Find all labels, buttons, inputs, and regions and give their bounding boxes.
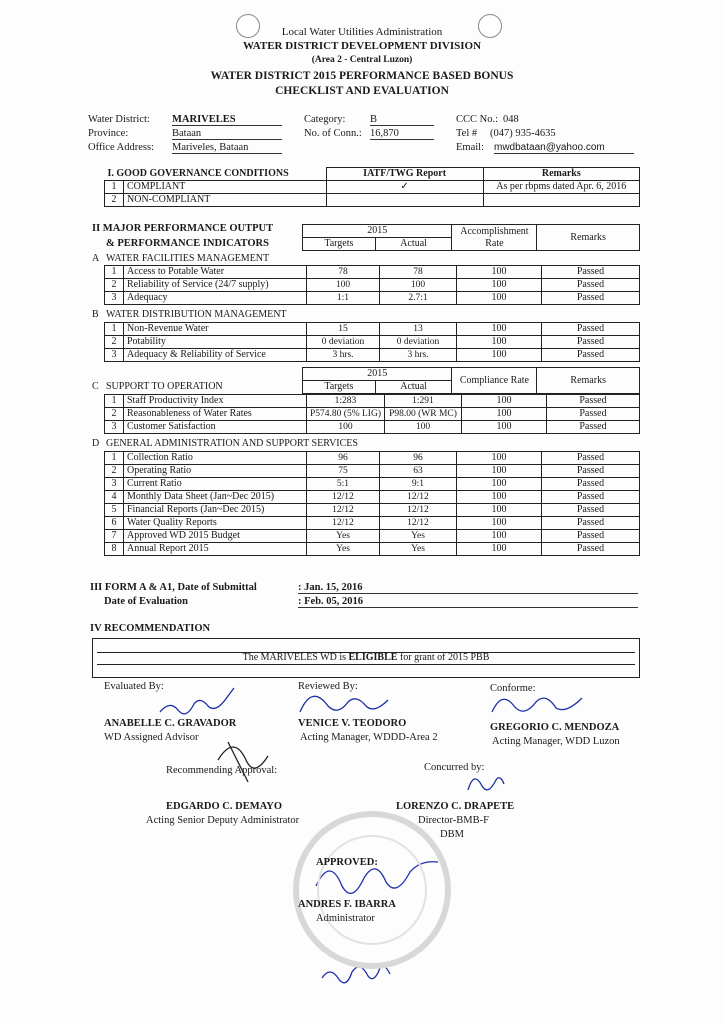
remarks-cell: Passed — [542, 452, 640, 465]
targets-header: Targets — [303, 238, 376, 251]
subsection-b-letter: B — [92, 309, 99, 320]
indicator-label: Approved WD 2015 Budget — [124, 530, 307, 543]
concurrer-org: DBM — [440, 829, 464, 840]
actual-header: Actual — [375, 238, 452, 251]
row-number: 6 — [105, 517, 124, 530]
section1-title: I. GOOD GOVERNANCE CONDITIONS — [105, 168, 327, 181]
actual-cell: 100 — [384, 421, 461, 434]
target-cell: 3 hrs. — [307, 349, 380, 362]
row-number: 1 — [105, 323, 124, 336]
row-number: 1 — [105, 181, 124, 194]
indicator-label: Potability — [124, 336, 307, 349]
target-cell: Yes — [307, 543, 380, 556]
rate-cell: 100 — [461, 421, 546, 434]
indicator-label: Monthly Data Sheet (Jan~Dec 2015) — [124, 491, 307, 504]
dry-seal-inner — [318, 836, 426, 944]
row-number: 2 — [105, 279, 124, 292]
reviewed-by-label: Reviewed By: — [298, 681, 358, 692]
rate-cell: 100 — [461, 408, 546, 421]
target-cell: P574.80 (5% LIG) — [307, 408, 385, 421]
recommender-name: EDGARDO C. DEMAYO — [166, 801, 282, 812]
document-title: WATER DISTRICT 2015 PERFORMANCE BASED BONUS — [210, 70, 514, 82]
section2-title: II MAJOR PERFORMANCE OUTPUT — [92, 223, 274, 234]
evaluation-date: : Feb. 05, 2016 — [298, 596, 638, 608]
conforme-title: Acting Manager, WDD Luzon — [492, 736, 620, 747]
subsection-d-letter: D — [92, 438, 100, 449]
indicator-label: Annual Report 2015 — [124, 543, 307, 556]
row-number: 3 — [105, 292, 124, 305]
conforme-label: Conforme: — [490, 683, 536, 694]
signature-gravador — [160, 688, 234, 714]
remarks-cell: Passed — [542, 543, 640, 556]
row-number: 2 — [105, 194, 124, 207]
section4-title: IV RECOMMENDATION — [90, 623, 211, 634]
indicator-label: Adequacy & Reliability of Service — [124, 349, 307, 362]
check-icon: ✓ — [326, 181, 483, 194]
section3-sub: Date of Evaluation — [104, 596, 188, 607]
rate-cell: 100 — [457, 323, 542, 336]
header-area: (Area 2 - Central Luzon) — [311, 55, 413, 65]
indicator-label: Staff Productivity Index — [124, 395, 307, 408]
email-value: mwdbataan@yahoo.com — [494, 142, 634, 154]
rate-cell: 100 — [461, 395, 546, 408]
rate-cell: 100 — [457, 504, 542, 517]
rate-cell: 100 — [457, 279, 542, 292]
eligible-flag: ELIGIBLE — [348, 652, 398, 663]
actual-cell: 96 — [380, 452, 457, 465]
subsection-a-title: WATER FACILITIES MANAGEMENT — [106, 253, 270, 264]
target-cell: Yes — [307, 530, 380, 543]
actual-cell: P98.00 (WR MC) — [384, 408, 461, 421]
row-number: 2 — [105, 465, 124, 478]
row-number: 3 — [105, 421, 124, 434]
remarks-cell: Passed — [542, 349, 640, 362]
rate-cell: 100 — [457, 292, 542, 305]
rec-post: for grant of 2015 PBB — [399, 652, 490, 663]
actual-cell: 0 deviation — [380, 336, 457, 349]
signature-demayo — [218, 742, 268, 782]
actual-cell: 13 — [380, 323, 457, 336]
indicator-label: Access to Potable Water — [124, 266, 307, 279]
ccc-value: 048 — [503, 114, 519, 125]
rate-label: Rate — [485, 237, 504, 249]
rate-cell: 100 — [457, 530, 542, 543]
actual-cell: 78 — [380, 266, 457, 279]
year-header: 2015 — [303, 225, 452, 238]
actual-cell: 100 — [380, 279, 457, 292]
document-subtitle: CHECKLIST AND EVALUATION — [275, 85, 449, 97]
office-value: Mariveles, Bataan — [172, 142, 282, 154]
actual-cell: 3 hrs. — [380, 349, 457, 362]
ccc-label: CCC No.: — [456, 114, 499, 125]
target-cell: 0 deviation — [307, 336, 380, 349]
signature-drapete — [468, 778, 504, 790]
row-number: 5 — [105, 504, 124, 517]
row-number: 1 — [105, 395, 124, 408]
indicator-label: Non-Revenue Water — [124, 323, 307, 336]
subsection-c-letter: C — [92, 381, 99, 392]
section3-title: III FORM A & A1, Date of Submittal — [90, 582, 257, 593]
subsection-c-title: SUPPORT TO OPERATION — [106, 381, 223, 392]
compliant-label: COMPLIANT — [124, 181, 327, 194]
remarks-cell: Passed — [542, 323, 640, 336]
recommending-label: Recommending Approval: — [166, 765, 278, 776]
remarks-cell: Passed — [546, 395, 639, 408]
actual-cell: 9:1 — [380, 478, 457, 491]
subsection-b-title: WATER DISTRIBUTION MANAGEMENT — [106, 309, 287, 320]
signature-mendoza — [492, 698, 582, 712]
rec-pre: The MARIVELES WD is — [242, 652, 347, 663]
water-district-label: Water District: — [88, 114, 150, 125]
rate-cell: 100 — [457, 491, 542, 504]
row-number: 2 — [105, 336, 124, 349]
approver-name: ANDRES F. IBARRA — [298, 899, 396, 910]
row-number: 2 — [105, 408, 124, 421]
office-label: Office Address: — [88, 142, 154, 153]
rate-cell: 100 — [457, 478, 542, 491]
rate-cell: 100 — [457, 266, 542, 279]
header-agency: Local Water Utilities Administration — [281, 26, 443, 38]
reviewer-title: Acting Manager, WDDD-Area 2 — [300, 732, 438, 743]
rate-cell: 100 — [457, 349, 542, 362]
section2-subtitle: & PERFORMANCE INDICATORS — [106, 238, 269, 249]
indicator-label: Water Quality Reports — [124, 517, 307, 530]
target-cell: 78 — [307, 266, 380, 279]
approved-label: APPROVED: — [316, 857, 378, 868]
col-iatf-report: IATF/TWG Report — [326, 168, 483, 181]
remarks-cell: As per rbpms dated Apr. 6, 2016 — [483, 181, 639, 194]
subsection-d-title: GENERAL ADMINISTRATION AND SUPPORT SERVICES — [106, 438, 358, 449]
row-number: 4 — [105, 491, 124, 504]
target-cell: 1:1 — [307, 292, 380, 305]
approver-title: Administrator — [316, 913, 375, 924]
reviewer-name: VENICE V. TEODORO — [298, 718, 407, 729]
actual-cell: Yes — [380, 543, 457, 556]
noncompliant-label: NON-COMPLIANT — [124, 194, 327, 207]
row-number: 3 — [105, 349, 124, 362]
rate-cell: 100 — [457, 452, 542, 465]
rate-cell: 100 — [457, 465, 542, 478]
remarks-cell: Passed — [542, 530, 640, 543]
target-cell: 100 — [307, 279, 380, 292]
recommender-title: Acting Senior Deputy Administrator — [146, 815, 300, 826]
actual-cell: 12/12 — [380, 504, 457, 517]
province-label: Province: — [88, 128, 129, 139]
row-number: 7 — [105, 530, 124, 543]
concurrer-title: Director-BMB-F — [418, 815, 489, 826]
indicator-label: Operating Ratio — [124, 465, 307, 478]
remarks-cell: Passed — [542, 504, 640, 517]
remarks-header: Remarks — [537, 368, 640, 394]
category-value: B — [370, 114, 434, 126]
actual-cell: 2.7:1 — [380, 292, 457, 305]
evaluator-name: ANABELLE C. GRAVADOR — [104, 718, 237, 729]
row-number: 3 — [105, 478, 124, 491]
indicator-label: Current Ratio — [124, 478, 307, 491]
indicator-label: Reliability of Service (24/7 supply) — [124, 279, 307, 292]
actual-cell: 12/12 — [380, 491, 457, 504]
remarks-cell: Passed — [542, 517, 640, 530]
conforme-name: GREGORIO C. MENDOZA — [490, 722, 620, 733]
header-division: WATER DISTRICT DEVELOPMENT DIVISION — [242, 40, 482, 52]
actual-header: Actual — [375, 381, 452, 394]
evaluated-by-label: Evaluated By: — [104, 681, 164, 692]
submittal-date: : Jan. 15, 2016 — [298, 582, 638, 594]
indicator-label: Reasonableness of Water Rates — [124, 408, 307, 421]
year-header: 2015 — [303, 368, 452, 381]
target-cell: 12/12 — [307, 491, 380, 504]
targets-header: Targets — [303, 381, 376, 394]
col-remarks: Remarks — [483, 168, 639, 181]
remarks-cell: Passed — [542, 336, 640, 349]
target-cell: 5:1 — [307, 478, 380, 491]
indicator-label: Adequacy — [124, 292, 307, 305]
target-cell: 15 — [307, 323, 380, 336]
remarks-cell: Passed — [542, 292, 640, 305]
target-cell: 1:283 — [307, 395, 385, 408]
target-cell: 75 — [307, 465, 380, 478]
actual-cell: 1:291 — [384, 395, 461, 408]
remarks-cell: Passed — [542, 478, 640, 491]
water-district-value: MARIVELES — [172, 114, 282, 126]
connections-value: 16,870 — [370, 128, 434, 140]
actual-cell: 12/12 — [380, 517, 457, 530]
indicator-label: Financial Reports (Jan~Dec 2015) — [124, 504, 307, 517]
concurred-label: Concurred by: — [424, 762, 485, 773]
remarks-cell: Passed — [542, 491, 640, 504]
subsection-a-letter: A — [92, 253, 100, 264]
rate-cell: 100 — [457, 336, 542, 349]
target-cell: 12/12 — [307, 517, 380, 530]
remarks-header: Remarks — [537, 225, 640, 251]
row-number: 1 — [105, 452, 124, 465]
target-cell: 12/12 — [307, 504, 380, 517]
email-label: Email: — [456, 142, 484, 153]
actual-cell: Yes — [380, 530, 457, 543]
row-number: 1 — [105, 266, 124, 279]
actual-cell: 63 — [380, 465, 457, 478]
target-cell: 100 — [307, 421, 385, 434]
connections-label: No. of Conn.: — [304, 128, 362, 139]
remarks-cell: Passed — [546, 421, 639, 434]
remarks-cell: Passed — [546, 408, 639, 421]
province-value: Bataan — [172, 128, 282, 140]
tel-value: (047) 935-4635 — [490, 128, 556, 139]
signature-teodoro — [300, 696, 388, 712]
rate-cell: 100 — [457, 543, 542, 556]
compliance-rate-header: Compliance Rate — [452, 368, 537, 394]
category-label: Category: — [304, 114, 346, 125]
target-cell: 96 — [307, 452, 380, 465]
accomplishment-label: Accomplishment — [460, 225, 529, 237]
concurrer-name: LORENZO C. DRAPETE — [396, 801, 515, 812]
indicator-label: Collection Ratio — [124, 452, 307, 465]
row-number: 8 — [105, 543, 124, 556]
tel-label: Tel # — [456, 128, 478, 139]
indicator-label: Customer Satisfaction — [124, 421, 307, 434]
remarks-cell: Passed — [542, 465, 640, 478]
rate-cell: 100 — [457, 517, 542, 530]
remarks-cell: Passed — [542, 279, 640, 292]
remarks-cell: Passed — [542, 266, 640, 279]
evaluator-title: WD Assigned Advisor — [104, 732, 199, 743]
